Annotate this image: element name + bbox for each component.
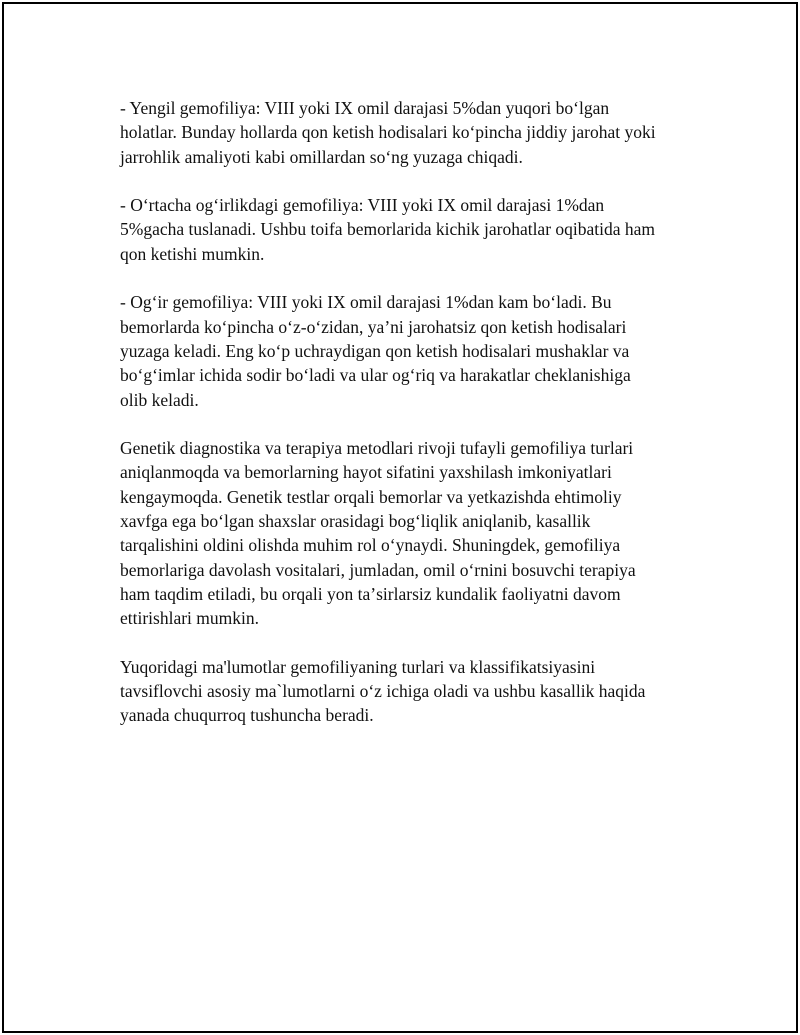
paragraph-severe-hemophilia [120,290,710,411]
text-line: xavfga ega boʻlgan shaxslar orasidagi bogʻliqlik aniqlanib, kasallik [120,511,591,532]
paragraph-moderate-hemophilia [120,193,710,266]
text-line: 5%gacha tuslanadi. Ushbu toifa bemorlarida kichik jarohatlar oqibatida ham [120,219,656,240]
text-line: - Ogʻir gemofiliya: VIII yoki IX omil darajasi 1%dan kam boʻladi. Bu [120,292,612,313]
document-body [120,96,710,752]
text-line: olib keladi. [120,389,199,410]
text-line: ham taqdim etiladi, bu orqali yon taʼsirlarsiz kundalik faoliyatni davom [120,583,621,604]
text-line: - Yengil gemofiliya: VIII yoki IX omil darajasi 5%dan yuqori boʻlgan [120,98,610,118]
text-line: ettirishlari mumkin. [120,608,260,629]
text-line: qon ketishi mumkin. [120,243,265,264]
text-line: aniqlanmoqda va bemorlarning hayot sifatini yaxshilash imkoniyatlari [120,462,612,483]
text-line: boʻgʻimlar ichida sodir boʻladi va ular ogʻriq va harakatlar cheklanishiga [120,365,631,386]
text-line: yanada chuqurroq tushuncha beradi. [120,705,374,726]
text-line: Genetik diagnostika va terapiya metodlari rivoji tufayli gemofiliya turlari [120,438,634,459]
text-line: tarqalishini oldini olishda muhim rol oʻynaydi. Shuningdek, gemofiliya [120,535,621,556]
text-line: kengaymoqda. Genetik testlar orqali bemorlar va yetkazishda ehtimoliy [120,486,622,507]
text-line: bemorlariga davolash vositalari, jumladan, omil oʻrnini bosuvchi terapiya [120,559,636,580]
text-line: tavsiflovchi asosiy ma`lumotlarni oʻz ichiga oladi va ushbu kasallik haqida [120,681,646,702]
text-line: yuzaga keladi. Eng koʻp uchraydigan qon ketish hodisalari mushaklar va [120,340,630,361]
document-page [2,2,798,1033]
paragraph-conclusion [120,655,710,728]
text-line: - Oʻrtacha ogʻirlikdagi gemofiliya: VIII yoki IX omil darajasi 1%dan [120,195,605,216]
text-line: jarrohlik amaliyoti kabi omillardan soʻng yuzaga chiqadi. [120,146,523,167]
text-line: Yuqoridagi ma'lumotlar gemofiliyaning turlari va klassifikatsiyasini [120,656,596,677]
text-line: holatlar. Bunday hollarda qon ketish hodisalari koʻpincha jiddiy jarohat yoki [120,122,656,143]
text-line: bemorlarda koʻpincha oʻz-oʻzidan, yaʼni jarohatsiz qon ketish hodisalari [120,316,627,337]
paragraph-mild-hemophilia [120,96,710,169]
paragraph-genetic-diagnostics [120,436,710,630]
